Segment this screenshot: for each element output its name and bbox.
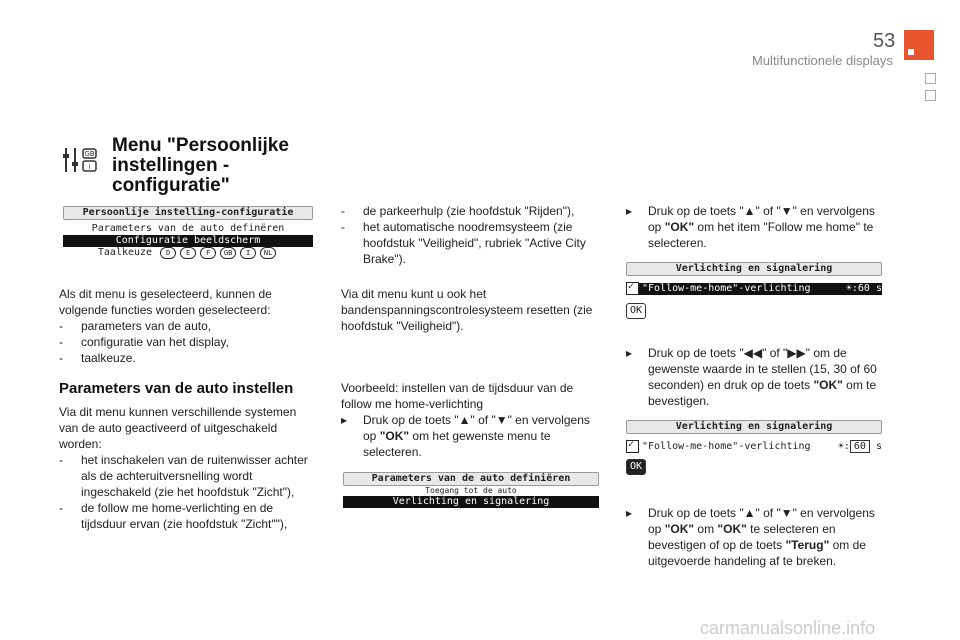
section-title: Multifunctionele displays <box>752 53 893 68</box>
language-badge: F <box>200 247 216 259</box>
column-3-step2: ▸ Druk op de toets "◀◀" of "▶▶" om de gewenste waarde in te stellen (15, 30 of 60 seconden) en druk op de toets "OK" om te bevestigen. <box>626 346 877 408</box>
column-2-para: Via dit menu kunt u ook het bandenspanningscontrolesysteem resetten (zie hoofdstuk "Veiligheid"). <box>341 287 593 333</box>
subheading: Parameters van de auto instellen <box>59 380 294 397</box>
lcd-row: Parameters van de auto definëren <box>91 223 285 234</box>
column-3-step3: ▸ Druk op de toets "▲" of "▼" en vervolgens op "OK" om "OK" te selecteren en bevestigen of op de toets "Terug" om de uitgevoerde handeling af te breken. <box>626 506 875 568</box>
watermark: carmanualsonline.info <box>700 618 876 638</box>
checkbox-icon <box>626 282 639 295</box>
lcd-title: Persoonlije instelling-configuratie <box>63 206 313 220</box>
svg-text:i: i <box>88 163 91 171</box>
settings-sliders-icon <box>62 146 98 174</box>
lcd-screen-lighting-ok <box>626 420 882 475</box>
lcd-row-selected: Verlichting en signalering <box>343 496 599 508</box>
lcd-row: Toegang tot de auto <box>425 486 517 495</box>
language-badge: GB <box>220 247 236 259</box>
step-arrow-icon: ▸ <box>626 506 633 520</box>
step-arrow-icon: ▸ <box>626 204 633 218</box>
page-title: Menu "Persoonlijke instellingen - configuratie" <box>112 135 289 196</box>
page-number: 53 <box>873 30 896 52</box>
lcd-screen-lighting-selected <box>626 262 882 319</box>
language-badge: NL <box>260 247 276 259</box>
column-2: - de parkeerhulp (zie hoofdstuk "Rijden"), - het automatische noodremsysteem (zie hoofdstuk "Veiligheid", rubriek "Active City Brake"). <box>341 204 586 266</box>
lcd-title: Verlichting en signalering <box>626 420 882 434</box>
column-1: Als dit menu is geselecteerd, kunnen de volgende functies worden geselecteerd: - parameters van de auto, - configuratie van het display, - taalkeuze. <box>59 287 272 365</box>
column-3-step1: ▸ Druk op de toets "▲" of "▼" en vervolgens op "OK" om het item "Follow me home" te selecteren. <box>626 204 875 250</box>
column-2-example: Voorbeeld: instellen van de tijdsduur van de follow me home-verlichting ▸ Druk op de toets "▲" of "▼" en vervolgens op "OK" om het gewenste menu te selecteren. <box>341 381 590 459</box>
chapter-square <box>925 73 936 84</box>
lcd-title: Verlichting en signalering <box>626 262 882 276</box>
lcd-row-language: Taalkeuze D E F GB I NL <box>63 247 313 259</box>
language-badge: D <box>160 247 176 259</box>
lcd-screen-menu <box>63 206 313 259</box>
ok-button: OK <box>626 303 646 319</box>
step-arrow-icon: ▸ <box>341 413 348 427</box>
column-1-lower: Via dit menu kunnen verschillende systemen van de auto geactiveerd of uitgeschakeld worden: - het inschakelen van de ruitenwisser achter als de achteruitversnelling wordt ingeschakeld (zie het hoofdstuk "Zicht"), - de follow me home-verlichting en de tijdsduur ervan (zie hoofdstuk "Zicht""), <box>59 405 308 531</box>
checkbox-icon <box>626 440 639 453</box>
ok-button-selected: OK <box>626 459 646 475</box>
chapter-tab <box>904 30 934 60</box>
lcd-title: Parameters van de auto definiëren <box>343 472 599 486</box>
language-badge: E <box>180 247 196 259</box>
svg-text:GB: GB <box>84 150 95 158</box>
lcd-row: "Follow-me-home"-verlichting ☀: 60 s <box>642 440 882 452</box>
lcd-row-selected: "Follow-me-home"-verlichting ☀:60 s <box>639 283 882 295</box>
lcd-row-selected: Configuratie beeldscherm <box>63 235 313 247</box>
language-badge: I <box>240 247 256 259</box>
step-arrow-icon: ▸ <box>626 346 633 360</box>
lcd-screen-parameters <box>343 472 599 508</box>
chapter-square <box>925 90 936 101</box>
